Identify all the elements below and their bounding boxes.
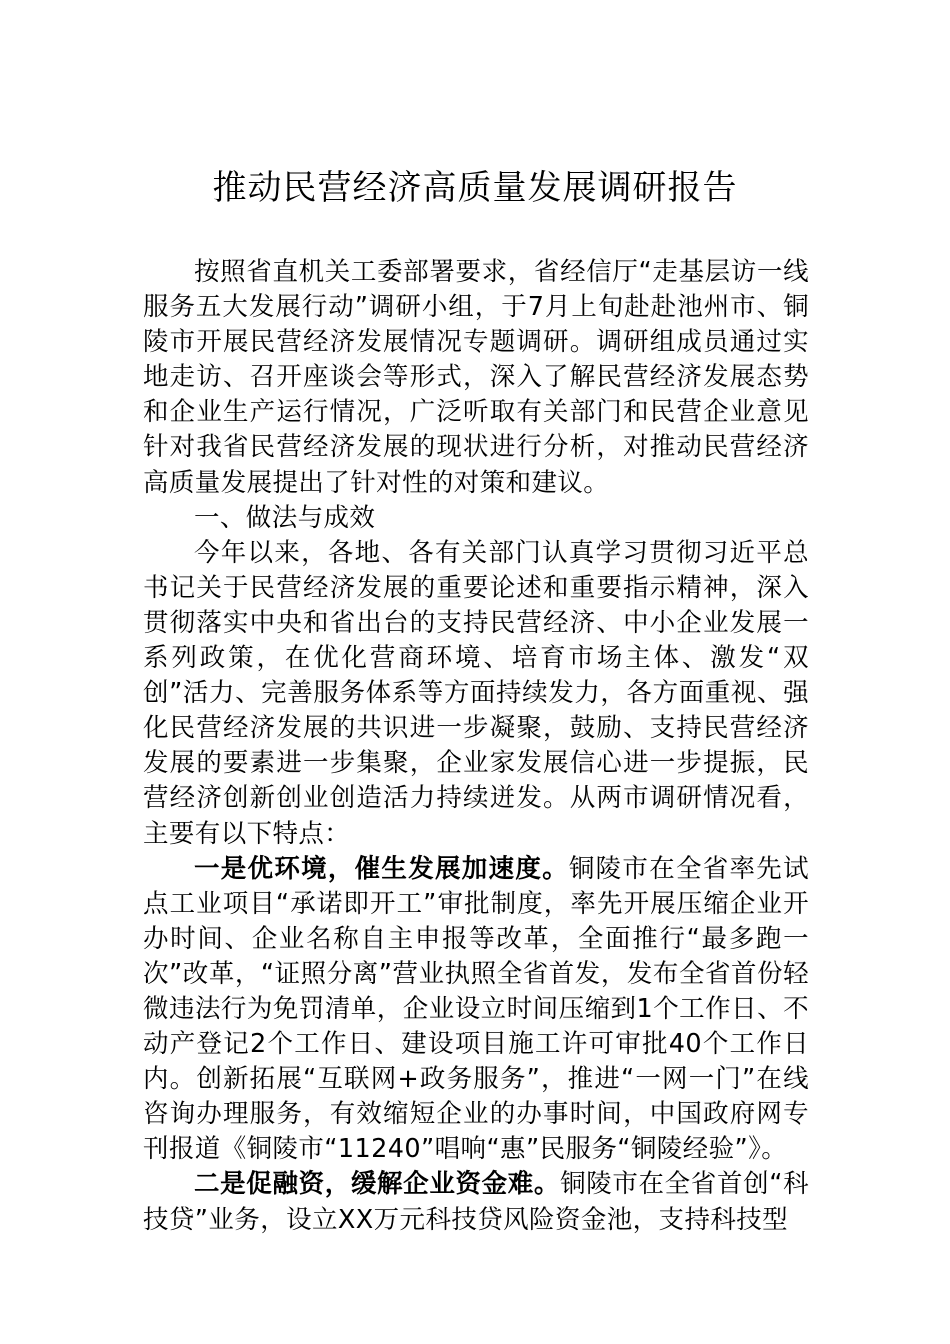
intro-paragraph: 按照省直机关工委部署要求，省经信厅“走基层访一线服务五大发展行动”调研小组，于7月上旬赴赴池州市、铜陵市开展民营经济发展情况专题调研。调研组成员通过实地走访、召开座谈会等形式，深入了解民营经济发展态势和企业生产运行情况，广泛听取有关部门和民营企业意见针对我省民营经济发展的现状进行分析，对推动民营经济高质量发展提出了针对性的对策和建议。 (143, 257, 809, 498)
overview-paragraph: 今年以来，各地、各有关部门认真学习贯彻习近平总书记关于民营经济发展的重要论述和重要指示精神，深入贯彻落实中央和省出台的支持民营经济、中小企业发展一系列政策，在优化营商环境、培育市场主体、激发“双创”活力、完善服务体系等方面持续发力，各方面重视、强化民营经济发展的共识进一步凝聚，鼓励、支持民营经济发展的要素进一步集聚，企业家发展信心进一步提振，民营经济创新创业创造活力持续迸发。从两市调研情况看，主要有以下特点： (143, 537, 809, 849)
point-1-paragraph (143, 852, 809, 1168)
point-1-body: 铜陵市在全省率先试点工业项目“承诺即开工”审批制度，率先开展压缩企业开办时间、企业名称自主申报等改革，全面推行“最多跑一次”改革，“证照分离”营业执照全省首发，发布全省首份轻微违法行为免罚清单，企业设立时间压缩到1个工作日、不动产登记2个工作日、建设项目施工许可审批40个工作日内。创新拓展“互联网+政务服务”，推进“一网一门”在线咨询办理服务，有效缩短企业的办事时间，中国政府网专刊报道《铜陵市“11240”唱响“惠”民服务“铜陵经验”》。 (143, 853, 809, 1165)
section-heading: 一、做法与成效 (194, 502, 376, 533)
point-2-body: 铜陵市在全省首创“科技贷”业务，设立XX万元科技贷风险资金池，支持科技型 (143, 1169, 809, 1235)
point-2-paragraph (143, 1167, 809, 1237)
document-body (143, 255, 809, 1238)
point-2-lead: 二是促融资，缓解企业资金难。 (194, 1169, 561, 1200)
point-1-lead: 一是优环境，催生发展加速度。 (194, 853, 569, 884)
document-title: 推动民营经济高质量发展调研报告 (212, 168, 738, 208)
